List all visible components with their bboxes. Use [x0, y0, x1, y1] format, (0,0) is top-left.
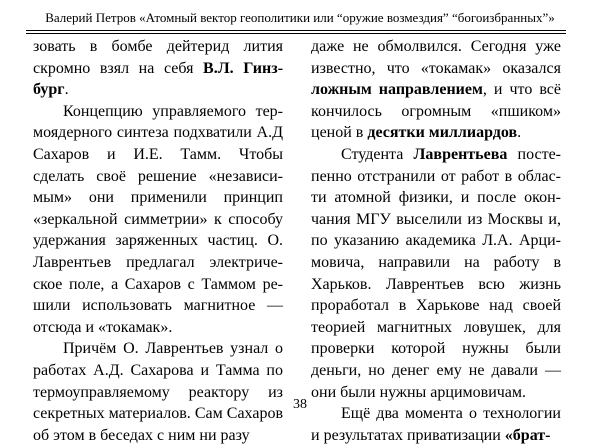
right-column [311, 36, 561, 446]
left-paragraph-1: зовать в бомбе дейтерид лития скромно взял на себя В.Л. Гинзбург. [33, 38, 284, 99]
page-number: 38 [293, 397, 307, 412]
bold-name-lavrentiev: Лаврентьева [413, 145, 508, 163]
bold-brat-fragment: «брат- [504, 426, 551, 444]
bold-name-ginzburg: В.Л. Гинзбург [33, 59, 284, 99]
left-paragraph-2: Концепцию управляемого термоядерного синтеза подхватили А.Д Сахаров и И.Е. Тамм. Чтобы сделать своё решение «независимым» они применили принцип «зеркальной симметрии» к способу удержания заряженных частиц. О. Лаврентьев предлагал электрическое поле, а Сахаров с Таммом решили использовать магнитное — отсюда и «токамак». [33, 102, 283, 336]
running-header: Валерий Петров «Атомный вектор геополитики или “оружие возмездия” “богоизбранных”» [45, 10, 555, 25]
right-paragraph-3: Ещё два момента о технологии и результатах приватизации «брат- [311, 405, 561, 444]
left-paragraph-3: Причём О. Лаврентьев узнал о работах А.Д. Сахарова и Тамма по термоуправляемому реактору из секретных материалов. Сам Сахаров об этом в беседах с ним ни разу [33, 340, 283, 444]
left-column [33, 36, 283, 446]
bold-tens-of-billions: десятки миллиардов [367, 124, 518, 142]
header-rule-top [26, 30, 566, 31]
right-paragraph-2: Студента Лаврентьева постепенно отстранили от работ в области атомной физики, и после окончания МГУ выселили из Москвы и, по указанию академика Л.А. Арцимовича, направили на работу в Харьков. Лаврентьев всю жизнь проработал в Харькове над своей теорией магнитных ловушек, для проверки которой нужны были деньги, но денег ему не давали — они были нужны арцимовичам. [311, 145, 561, 401]
header-rule-bottom [26, 33, 566, 34]
right-paragraph-1: даже не обмолвился. Сегодня уже известно, что «токамак» оказался ложным направлением, и что всё кончилось огромным «пшиком» ценой в десятки миллиардов. [311, 38, 562, 142]
bold-false-direction: ложным направлением [311, 81, 483, 99]
